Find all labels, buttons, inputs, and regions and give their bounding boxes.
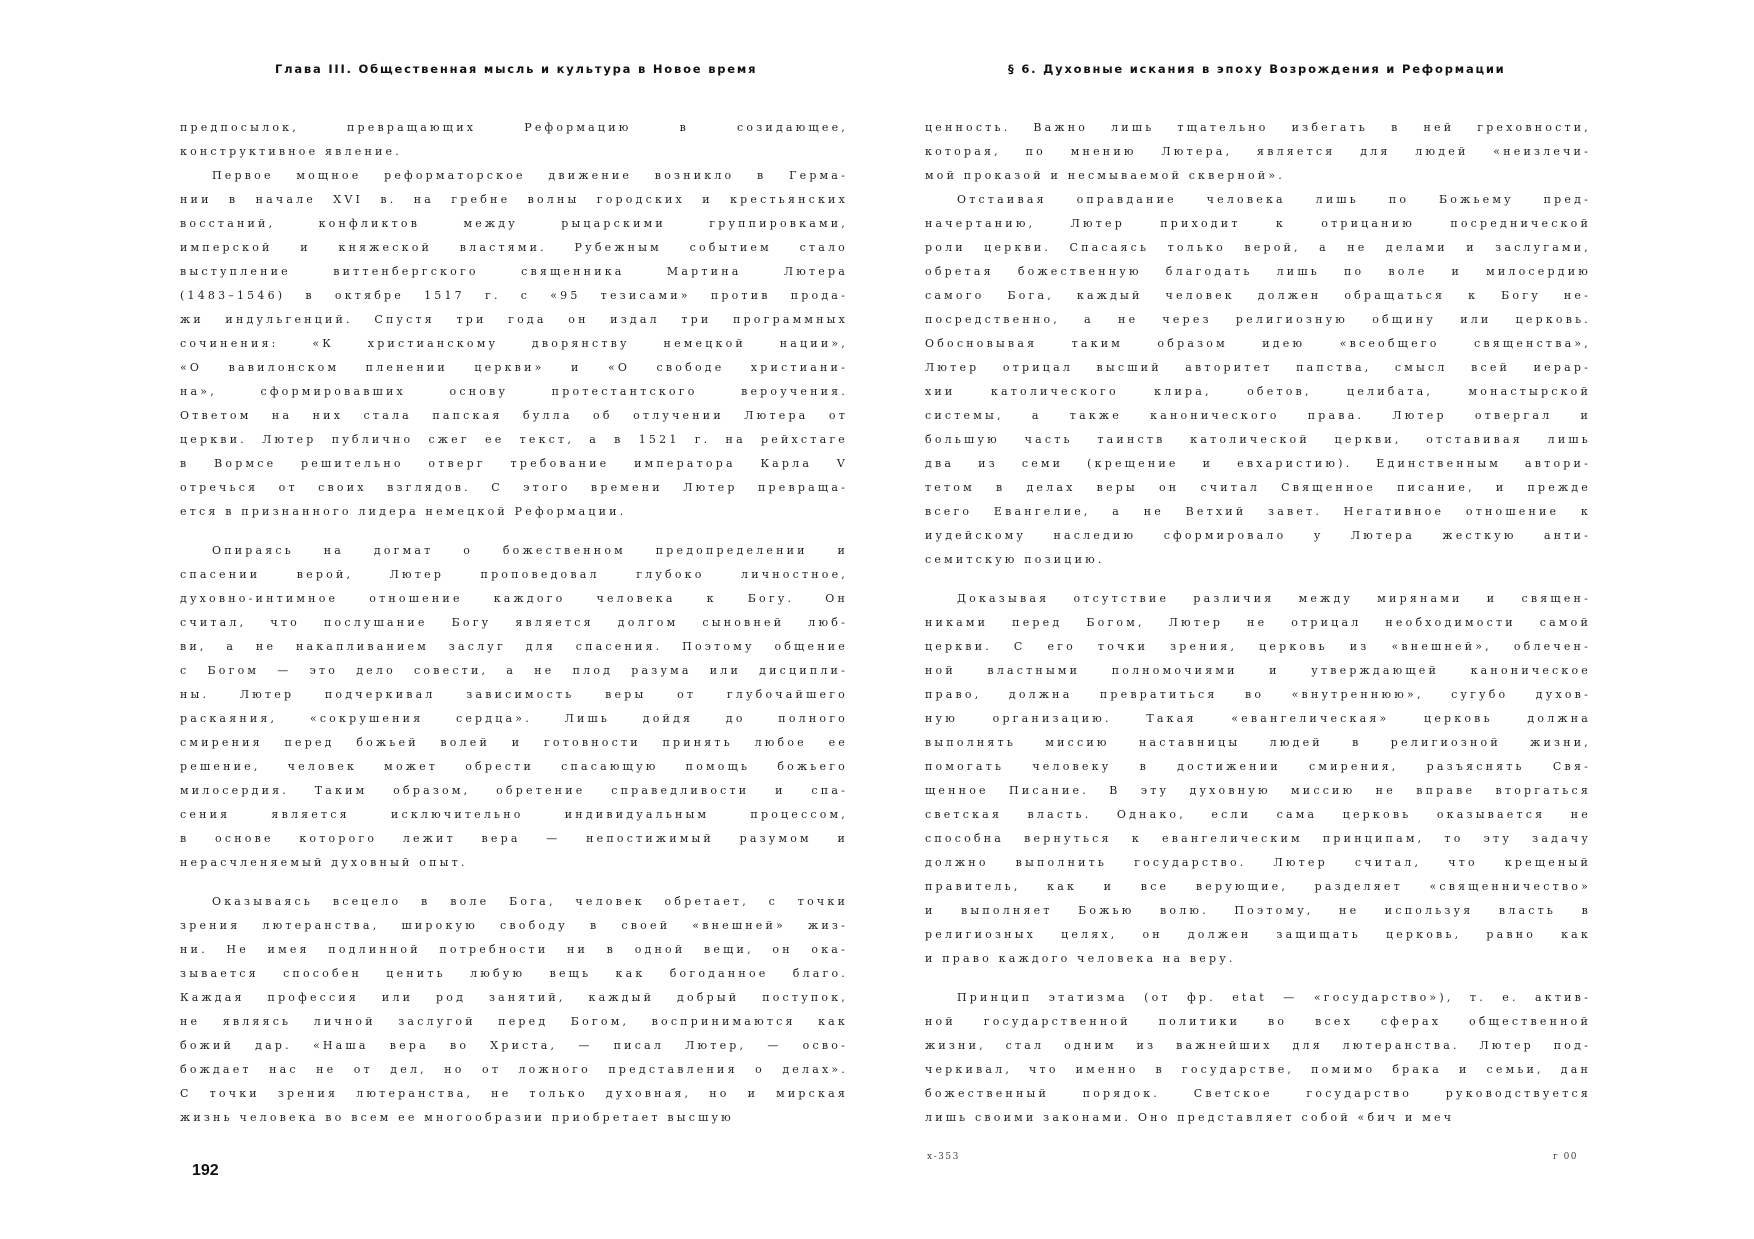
text-line: решение, человек может обрести спасающую помощь божьего bbox=[180, 760, 848, 773]
text-line: ную организацию. Такая «евангелическая» церковь должна bbox=[925, 712, 1591, 725]
text-line: божественный порядок. Светское государство руководствуется bbox=[925, 1087, 1591, 1100]
text-line: и право каждого человека на веру. bbox=[925, 952, 1236, 965]
right-page-body bbox=[925, 116, 1591, 1130]
text-line: раскаяния, «сокрушения сердца». Лишь дойдя до полного bbox=[180, 712, 848, 725]
text-line: и выполняет Божью волю. Поэтому, не используя власть в bbox=[925, 904, 1591, 917]
text-line: ни. Не имея подлинной потребности ни в одной вещи, он ока- bbox=[180, 943, 848, 956]
text-line: никами перед Богом, Лютер не отрицал необходимости самой bbox=[925, 616, 1591, 629]
text-line: Каждая профессия или род занятий, каждый добрый поступок, bbox=[180, 991, 848, 1004]
paragraph bbox=[180, 116, 848, 164]
text-line: церкви. Лютер публично сжег ее текст, а в 1521 г. на рейхстаге bbox=[180, 433, 848, 446]
text-line: начертанию, Лютер приходит к отрицанию посреднической bbox=[925, 217, 1591, 230]
text-line: черкивал, что именно в государстве, помимо брака и семьи, дан bbox=[925, 1063, 1591, 1076]
running-header-left: Глава III. Общественная мысль и культура в Новое время bbox=[275, 62, 758, 76]
text-line: в Вормсе решительно отверг требование императора Карла V bbox=[180, 457, 848, 470]
text-line: считал, что послушание Богу является долгом сыновней люб- bbox=[180, 616, 848, 629]
text-line: зывается способен ценить любую вещь как богоданное благо. bbox=[180, 967, 848, 980]
text-line: смирения перед божьей волей и готовности принять любое ее bbox=[180, 736, 848, 749]
text-line: конструктивное явление. bbox=[180, 145, 402, 158]
paragraph bbox=[925, 986, 1591, 1130]
text-line: духовно-интимное отношение каждого человека к Богу. Он bbox=[180, 592, 848, 605]
text-line: восстаний, конфликтов между рыцарскими группировками, bbox=[180, 217, 848, 230]
paragraph bbox=[925, 188, 1591, 572]
text-line: щенное Писание. В эту духовную миссию не вправе вторгаться bbox=[925, 784, 1591, 797]
running-header-right: § 6. Духовные искания в эпоху Возрождения и Реформации bbox=[1008, 62, 1506, 76]
paragraph bbox=[180, 539, 848, 875]
page-number: 192 bbox=[192, 1162, 219, 1179]
text-line: на», сформировавших основу протестантского вероучения. bbox=[180, 385, 848, 398]
text-line: ной властными полномочиями и утверждающей каноническое bbox=[925, 664, 1591, 677]
text-line: ной государственной политики во всех сферах общественной bbox=[925, 1015, 1591, 1028]
text-line: (1483–1546) в октябре 1517 г. с «95 тезисами» против прода- bbox=[180, 289, 848, 302]
text-line: мой проказой и несмываемой скверной». bbox=[925, 169, 1285, 182]
text-line: религиозных целях, он должен защищать церковь, равно как bbox=[925, 928, 1591, 941]
text-line: жизни, стал одним из важнейших для лютеранства. Лютер под- bbox=[925, 1039, 1591, 1052]
text-line: должно выполнить государство. Лютер считал, что крещеный bbox=[925, 856, 1591, 869]
text-line: самого Бога, каждый человек должен обращаться к Богу не- bbox=[925, 289, 1591, 302]
text-line: нерасчленяемый духовный опыт. bbox=[180, 856, 468, 869]
text-line: выполнять миссию наставницы людей в религиозной жизни, bbox=[925, 736, 1591, 749]
paragraph bbox=[180, 890, 848, 1130]
text-line: не являясь личной заслугой перед Богом, воспринимаются как bbox=[180, 1015, 848, 1028]
text-line: бождает нас не от дел, но от ложного представления о делах». bbox=[180, 1063, 848, 1076]
text-line: ется в признанного лидера немецкой Реформации. bbox=[180, 505, 627, 518]
text-line: жизнь человека во всем ее многообразии приобретает высшую bbox=[180, 1111, 734, 1124]
printer-signature-left: х-353 bbox=[927, 1152, 960, 1162]
text-line: семитскую позицию. bbox=[925, 553, 1105, 566]
text-line: ви, а не накапливанием заслуг для спасения. Поэтому общение bbox=[180, 640, 848, 653]
text-line: способна вернуться к евангелическим принципам, то эту задачу bbox=[925, 832, 1591, 845]
text-line: «О вавилонском пленении церкви» и «О свободе христиани- bbox=[180, 361, 848, 374]
text-line: милосердия. Таким образом, обретение справедливости и спа- bbox=[180, 784, 848, 797]
text-line: ны. Лютер подчеркивал зависимость веры от глубочайшего bbox=[180, 688, 848, 701]
text-line: Первое мощное реформаторское движение возникло в Герма- bbox=[212, 169, 848, 182]
text-line: Опираясь на догмат о божественном предопределении и bbox=[212, 544, 848, 557]
paragraph bbox=[925, 116, 1591, 188]
text-line: Доказывая отсутствие различия между мирянами и священ- bbox=[957, 592, 1591, 605]
text-line: которая, по мнению Лютера, является для людей «неизлечи- bbox=[925, 145, 1591, 158]
text-line: лишь своими законами. Оно представляет собой «бич и меч bbox=[925, 1111, 1455, 1124]
text-line: светская власть. Однако, если сама церковь оказывается не bbox=[925, 808, 1591, 821]
text-line: имперской и княжеской властями. Рубежным событием стало bbox=[180, 241, 848, 254]
text-line: с Богом — это дело совести, а не плод разума или дисципли- bbox=[180, 664, 848, 677]
text-line: Ответом на них стала папская булла об отлучении Лютера от bbox=[180, 409, 848, 422]
text-line: иудейскому наследию сформировало у Лютера жесткую анти- bbox=[925, 529, 1591, 542]
text-line: Отстаивая оправдание человека лишь по Божьему пред- bbox=[957, 193, 1591, 206]
text-line: правитель, как и все верующие, разделяет «священничество» bbox=[925, 880, 1591, 893]
text-line: тетом в делах веры он считал Священное писание, и прежде bbox=[925, 481, 1591, 494]
text-line: нии в начале XVI в. на гребне волны городских и крестьянских bbox=[180, 193, 848, 206]
text-line: Принцип этатизма (от фр. etat — «государство»), т. е. актив- bbox=[957, 991, 1591, 1004]
text-line: предпосылок, превращающих Реформацию в созидающее, bbox=[180, 121, 848, 134]
text-line: большую часть таинств католической церкви, отставивая лишь bbox=[925, 433, 1591, 446]
text-line: два из семи (крещение и евхаристию). Единственным автори- bbox=[925, 457, 1591, 470]
text-line: хии католического клира, обетов, целибата, монастырской bbox=[925, 385, 1591, 398]
text-line: Оказываясь всецело в воле Бога, человек обретает, с точки bbox=[212, 895, 848, 908]
text-line: Обосновывая таким образом идею «всеобщего священства», bbox=[925, 337, 1591, 350]
text-line: всего Евангелие, а не Ветхий завет. Негативное отношение к bbox=[925, 505, 1591, 518]
text-line: ценность. Важно лишь тщательно избегать в ней греховности, bbox=[925, 121, 1591, 134]
text-line: в основе которого лежит вера — непостижимый разумом и bbox=[180, 832, 848, 845]
text-line: выступление виттенбергского священника Мартина Лютера bbox=[180, 265, 848, 278]
text-line: жи индульгенций. Спустя три года он издал три программных bbox=[180, 313, 848, 326]
text-line: обретая божественную благодать лишь по воле и милосердию bbox=[925, 265, 1591, 278]
text-line: сочинения: «К христианскому дворянству немецкой нации», bbox=[180, 337, 848, 350]
text-line: сения является исключительно индивидуальным процессом, bbox=[180, 808, 848, 821]
text-line: божий дар. «Наша вера во Христа, — писал Лютер, — осво- bbox=[180, 1039, 848, 1052]
left-page-body bbox=[180, 116, 848, 1130]
right-page bbox=[877, 0, 1754, 1239]
text-line: отречься от своих взглядов. С этого времени Лютер превраща- bbox=[180, 481, 848, 494]
text-line: помогать человеку в достижении смирения, разъяснять Свя- bbox=[925, 760, 1591, 773]
text-line: спасении верой, Лютер проповедовал глубоко личностное, bbox=[180, 568, 848, 581]
text-line: роли церкви. Спасаясь только верой, а не делами и заслугами, bbox=[925, 241, 1591, 254]
text-line: зрения лютеранства, широкую свободу в своей «внешней» жиз- bbox=[180, 919, 848, 932]
printer-signature-right: г 00 bbox=[1553, 1152, 1579, 1162]
text-line: посредственно, а не через религиозную общину или церковь. bbox=[925, 313, 1591, 326]
text-line: С точки зрения лютеранства, не только духовная, но и мирская bbox=[180, 1087, 848, 1100]
text-line: системы, а также канонического права. Лютер отвергал и bbox=[925, 409, 1591, 422]
text-line: право, должна превратиться во «внутреннюю», сугубо духов- bbox=[925, 688, 1591, 701]
text-line: Лютер отрицал высший авторитет папства, смысл всей иерар- bbox=[925, 361, 1591, 374]
text-line: церкви. С его точки зрения, церковь из «внешней», облечен- bbox=[925, 640, 1591, 653]
paragraph bbox=[925, 587, 1591, 971]
paragraph bbox=[180, 164, 848, 524]
